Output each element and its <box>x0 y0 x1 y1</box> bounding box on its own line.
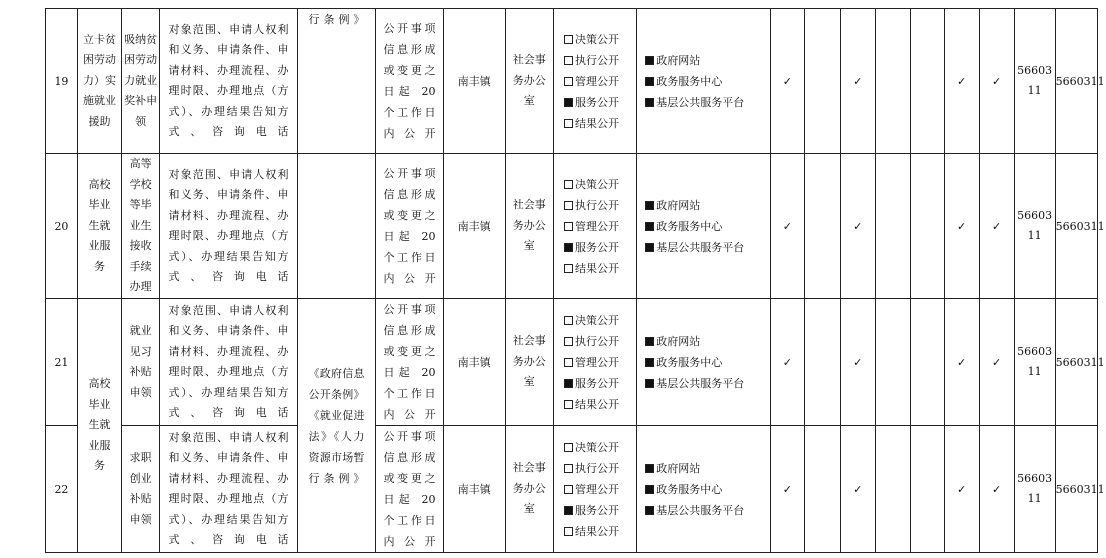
content-cell: 对象范围、申请人权利和义务、申请条件、申请材料、办理流程、办理时限、办理地点（方式）、办理结果告知方式、咨询电话 <box>160 299 298 426</box>
check-mark-icon: ✓ <box>944 154 979 299</box>
checkbox-filled-icon <box>645 56 654 65</box>
dept-cell: 社会事务办公室 <box>505 299 553 426</box>
checkbox-empty-icon <box>564 264 573 273</box>
checkbox-filled-icon <box>645 464 654 473</box>
subject-cell: 南丰镇 <box>443 9 505 154</box>
row-number: 19 <box>46 9 78 154</box>
check-mark-icon: ✓ <box>840 299 875 426</box>
item-cell: 吸纳贫困劳动力就业奖补申领 <box>122 9 160 154</box>
empty-cell <box>910 154 944 299</box>
category-cell: 高校毕业生就业服务 <box>77 299 121 553</box>
table-row <box>46 154 1098 299</box>
checkbox-empty-icon <box>564 316 573 325</box>
checkbox-filled-icon <box>564 243 573 252</box>
empty-cell <box>910 299 944 426</box>
basis-cell: 《政府信息公开条例》《就业促进法》《人力资源市场暂行条例》 <box>297 299 375 553</box>
disclosure-type-cell: 决策公开 执行公开 管理公开 服务公开 结果公开 <box>553 9 636 154</box>
checkbox-filled-icon <box>645 379 654 388</box>
row-number: 21 <box>46 299 78 426</box>
checkbox-empty-icon <box>564 358 573 367</box>
checkbox-empty-icon <box>564 77 573 86</box>
checkbox-empty-icon <box>564 119 573 128</box>
phone-cell: 56603 11 <box>1014 299 1055 426</box>
phone-cell: 5660311 <box>1055 299 1097 426</box>
checkbox-filled-icon <box>645 98 654 107</box>
check-mark-icon: ✓ <box>840 154 875 299</box>
checkbox-empty-icon <box>564 222 573 231</box>
dept-cell: 社会事务办公室 <box>505 426 553 553</box>
checkbox-empty-icon <box>564 443 573 452</box>
subject-cell: 南丰镇 <box>443 154 505 299</box>
row-number: 22 <box>46 426 78 553</box>
item-cell: 求职创业补贴申领 <box>122 426 160 553</box>
checkbox-filled-icon <box>564 379 573 388</box>
checkbox-empty-icon <box>564 180 573 189</box>
checkbox-empty-icon <box>564 201 573 210</box>
check-mark-icon: ✓ <box>770 299 804 426</box>
dept-cell: 社会事务办公室 <box>505 154 553 299</box>
empty-cell <box>804 154 840 299</box>
table-row <box>46 9 1098 154</box>
check-mark-icon: ✓ <box>840 426 875 553</box>
table-row <box>46 426 1098 553</box>
table-row <box>46 299 1098 426</box>
checkbox-filled-icon <box>645 201 654 210</box>
checkbox-filled-icon <box>645 337 654 346</box>
item-cell: 就业见习补贴申领 <box>122 299 160 426</box>
disclosure-type-cell: 决策公开 执行公开 管理公开 服务公开 结果公开 <box>553 426 636 553</box>
empty-cell <box>875 299 910 426</box>
time-cell: 公开事项信息形成或变更之日起 20 个工作日内公开 <box>376 154 444 299</box>
disclosure-table <box>45 8 1105 553</box>
phone-cell: 56603 11 <box>1014 9 1055 154</box>
empty-cell <box>910 426 944 553</box>
disclosure-type-cell: 决策公开 执行公开 管理公开 服务公开 结果公开 <box>553 154 636 299</box>
channel-cell: 政府网站 政务服务中心 基层公共服务平台 <box>637 9 771 154</box>
category-cell: 高校毕业生就业服务 <box>77 154 121 299</box>
check-mark-icon: ✓ <box>979 299 1014 426</box>
channel-cell: 政府网站 政务服务中心 基层公共服务平台 <box>637 154 771 299</box>
checkbox-filled-icon <box>645 222 654 231</box>
checkbox-filled-icon <box>564 98 573 107</box>
checkbox-empty-icon <box>564 35 573 44</box>
phone-cell: 5660311 <box>1055 154 1097 299</box>
time-cell: 公开事项信息形成或变更之日起 20 个工作日内公开 <box>376 426 444 553</box>
basis-cell: 行条例》 <box>297 9 375 154</box>
dept-cell: 社会事务办公室 <box>505 9 553 154</box>
empty-cell <box>804 299 840 426</box>
category-cell: 立卡贫困劳动力）实施就业援助 <box>77 9 121 154</box>
phone-cell: 56603 11 <box>1014 154 1055 299</box>
empty-cell <box>804 426 840 553</box>
disclosure-type-cell: 决策公开 执行公开 管理公开 服务公开 结果公开 <box>553 299 636 426</box>
time-cell: 公开事项信息形成或变更之日起 20 个工作日内公开 <box>376 299 444 426</box>
channel-cell: 政府网站 政务服务中心 基层公共服务平台 <box>637 426 771 553</box>
check-mark-icon: ✓ <box>944 299 979 426</box>
check-mark-icon: ✓ <box>770 9 804 154</box>
item-cell: 高等学校等毕业生接收手续办理 <box>122 154 160 299</box>
content-cell: 对象范围、申请人权利和义务、申请条件、申请材料、办理流程、办理时限、办理地点（方式）、办理结果告知方式、咨询电话 <box>160 154 298 299</box>
checkbox-filled-icon <box>645 77 654 86</box>
checkbox-filled-icon <box>645 243 654 252</box>
empty-cell <box>875 426 910 553</box>
content-cell: 对象范围、申请人权利和义务、申请条件、申请材料、办理流程、办理时限、办理地点（方式）、办理结果告知方式、咨询电话 <box>160 9 298 154</box>
check-mark-icon: ✓ <box>979 9 1014 154</box>
checkbox-empty-icon <box>564 527 573 536</box>
empty-cell <box>910 9 944 154</box>
check-mark-icon: ✓ <box>944 426 979 553</box>
subject-cell: 南丰镇 <box>443 426 505 553</box>
phone-cell: 5660311 <box>1055 426 1097 553</box>
channel-cell: 政府网站 政务服务中心 基层公共服务平台 <box>637 299 771 426</box>
checkbox-filled-icon <box>645 485 654 494</box>
row-number: 20 <box>46 154 78 299</box>
empty-cell <box>875 154 910 299</box>
checkbox-empty-icon <box>564 485 573 494</box>
phone-cell: 56603 11 <box>1014 426 1055 553</box>
check-mark-icon: ✓ <box>979 154 1014 299</box>
phone-cell: 5660311 <box>1055 9 1097 154</box>
subject-cell: 南丰镇 <box>443 299 505 426</box>
checkbox-empty-icon <box>564 337 573 346</box>
check-mark-icon: ✓ <box>770 426 804 553</box>
checkbox-empty-icon <box>564 400 573 409</box>
empty-cell <box>875 9 910 154</box>
checkbox-empty-icon <box>564 56 573 65</box>
check-mark-icon: ✓ <box>770 154 804 299</box>
checkbox-filled-icon <box>645 358 654 367</box>
content-cell: 对象范围、申请人权利和义务、申请条件、申请材料、办理流程、办理时限、办理地点（方式）、办理结果告知方式、咨询电话 <box>160 426 298 553</box>
checkbox-filled-icon <box>645 506 654 515</box>
check-mark-icon: ✓ <box>979 426 1014 553</box>
check-mark-icon: ✓ <box>840 9 875 154</box>
checkbox-empty-icon <box>564 464 573 473</box>
basis-cell <box>297 154 375 299</box>
empty-cell <box>804 9 840 154</box>
time-cell: 公开事项信息形成或变更之日起 20 个工作日内公开 <box>376 9 444 154</box>
check-mark-icon: ✓ <box>944 9 979 154</box>
checkbox-filled-icon <box>564 506 573 515</box>
